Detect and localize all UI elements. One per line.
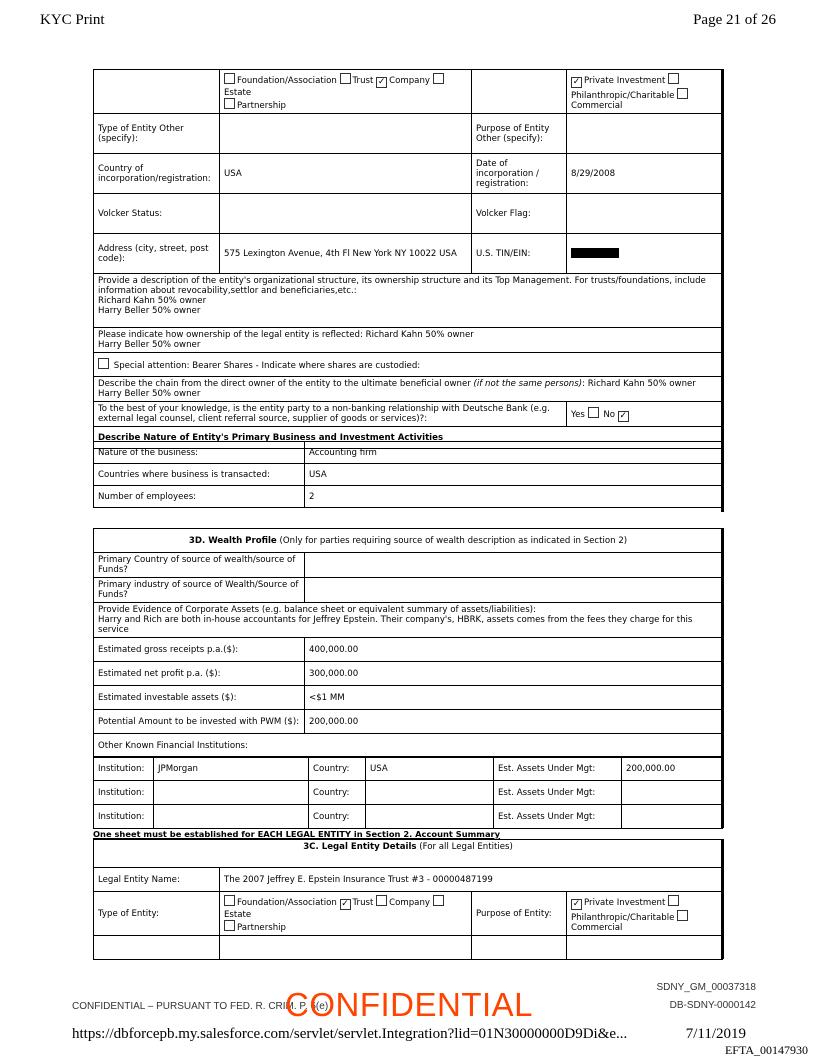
table-row: Number of employees: 2 — [94, 486, 723, 508]
checkbox-trust[interactable] — [340, 899, 351, 910]
checkbox-trust[interactable] — [340, 73, 351, 84]
entity-type-row — [94, 70, 723, 114]
legal-entity-table — [93, 839, 723, 960]
page-number: Page 21 of 26 — [693, 12, 776, 28]
address-value: 575 Lexington Avenue, 4th Fl New York NY 10022 USA — [220, 234, 472, 274]
primary-industry-value — [305, 578, 723, 603]
checkbox-private-investment-extra[interactable] — [668, 73, 679, 84]
table-row: Estimated gross receipts p.a.($): 400,000.00 — [94, 638, 723, 662]
checkbox-partnership[interactable] — [224, 98, 235, 109]
table-row: Institution: Country: Est. Assets Under Mgt: — [94, 781, 723, 805]
entity-purpose-options: ✓Private Investment Philanthropic/Charitable Commercial — [567, 70, 723, 114]
checkbox-foundation[interactable] — [224, 73, 235, 84]
confidential-stamp: CONFIDENTIAL — [285, 986, 534, 1023]
redaction-box — [571, 248, 619, 258]
legal-entity-title: 3C. Legal Entity Details (For all Legal Entities) — [94, 840, 723, 868]
wealth-profile-table — [93, 528, 723, 758]
checkbox-no[interactable] — [618, 411, 629, 422]
nature-heading: Describe Nature of Entity's Primary Business and Investment Activities — [94, 427, 723, 449]
checkbox-yes[interactable] — [588, 407, 599, 418]
nonbank-prompt: To the best of your knowledge, is the entity party to a non-banking relationship with Deutsche Bank (e.g. external legal counsel, client referral source, supplier of goods or services)?: — [94, 402, 567, 427]
source-url: https://dbforcepb.my.salesforce.com/servlet/servlet.Integration?lid=01N30000000D9Di&e... — [72, 1026, 628, 1042]
checkbox-foundation[interactable] — [224, 895, 235, 906]
checkbox-private-investment[interactable] — [571, 899, 582, 910]
legal-purpose-label: Purpose of Entity: — [472, 892, 567, 936]
legal-type-label: Type of Entity: — [94, 892, 220, 936]
volcker-status-label: Volcker Status: — [94, 194, 220, 234]
country-label: Country of incorporation/registration: — [94, 154, 220, 194]
legal-purpose-options: ✓Private Investment Philanthropic/Charitable Commercial — [567, 892, 723, 936]
institutions-table — [93, 756, 723, 829]
ownership-chain: Describe the chain from the direct owner of the entity to the ultimate beneficial owner (if not the same persons): Richard Kahn 50% owner Harry Beller 50% owner — [94, 377, 723, 402]
corporate-assets-evidence: Provide Evidence of Corporate Assets (e.g. balance sheet or equivalent summary of assets/liabilities): Harry and Rich are both in-house accountants for Jeffrey Epstein. Their company's, HBRK, assets comes from the fees they charge for this service — [94, 603, 723, 638]
bates-number-2: DB-SDNY-0000142 — [669, 1000, 756, 1011]
table-row: Potential Amount to be invested with PWM ($): 200,000.00 — [94, 710, 723, 734]
nonbank-answer: Yes No ✓ — [567, 402, 723, 427]
entity-details-table — [93, 69, 723, 449]
checkbox-private-investment[interactable] — [571, 77, 582, 88]
nature-table — [93, 441, 723, 508]
country-value: USA — [220, 154, 472, 194]
checkbox-philanthropic[interactable] — [677, 88, 688, 99]
primary-country-label: Primary Country of source of wealth/source of Funds? — [94, 553, 305, 578]
table-row: Institution: JPMorgan Country: USA Est. Assets Under Mgt: 200,000.00 — [94, 757, 723, 781]
checkbox-company[interactable] — [376, 77, 387, 88]
date-label: Date of incorporation / registration: — [472, 154, 567, 194]
confidential-notice: CONFIDENTIAL – PURSUANT TO FED. R. CRIM. P. 6(e) — [72, 1001, 329, 1012]
checkbox-private-investment-extra[interactable] — [668, 895, 679, 906]
date-value: 8/29/2008 — [567, 154, 723, 194]
print-date: 7/11/2019 — [685, 1026, 746, 1042]
entity-type-options: Foundation/Association Trust ✓ Company Estate Partnership — [220, 70, 472, 114]
type-other-value[interactable] — [220, 114, 472, 154]
tin-value — [567, 234, 723, 274]
wealth-profile-title: 3D. Wealth Profile (Only for parties requiring source of wealth description as indicated in Section 2) — [94, 529, 723, 553]
efta-number: EFTA_00147930 — [724, 1043, 808, 1057]
legal-entity-name-value: The 2007 Jeffrey E. Epstein Insurance Trust #3 - 00000487199 — [220, 868, 723, 892]
legal-type-options: Foundation/Association ✓ Trust Company Estate Partnership — [220, 892, 472, 936]
checkbox-philanthropic[interactable] — [677, 910, 688, 921]
right-border-bar — [721, 69, 724, 512]
ownership-description: Please indicate how ownership of the legal entity is reflected: Richard Kahn 50% owner Harry Beller 50% owner — [94, 328, 723, 353]
checkbox-estate[interactable] — [433, 73, 444, 84]
purpose-other-value[interactable] — [567, 114, 723, 154]
volcker-status-value — [220, 194, 472, 234]
tin-label: U.S. TIN/EIN: — [472, 234, 567, 274]
print-title: KYC Print — [40, 12, 105, 28]
primary-country-value — [305, 553, 723, 578]
address-label: Address (city, street, post code): — [94, 234, 220, 274]
legal-entity-note: One sheet must be established for EACH LEGAL ENTITY in Section 2. Account Summary — [93, 829, 501, 839]
table-row: Institution: Country: Est. Assets Under Mgt: — [94, 805, 723, 829]
bearer-shares-row: Special attention: Bearer Shares - Indicate where shares are custodied: — [94, 353, 723, 377]
bates-number-1: SDNY_GM_00037318 — [656, 982, 756, 993]
structure-description: Provide a description of the entity's organizational structure, its ownership structure and its Top Management. For trusts/foundations, include information about revocability,settlor and beneficiaries,etc.: Richard Kahn 50% owner Harry Beller 50% owner — [94, 274, 723, 328]
checkbox-company[interactable] — [376, 895, 387, 906]
checkbox-partnership[interactable] — [224, 920, 235, 931]
checkbox-bearer-shares[interactable] — [98, 358, 109, 369]
table-row: Estimated net profit p.a. ($): 300,000.00 — [94, 662, 723, 686]
checkbox-estate[interactable] — [433, 895, 444, 906]
table-row: Estimated investable assets ($): <$1 MM — [94, 686, 723, 710]
legal-entity-name-label: Legal Entity Name: — [94, 868, 220, 892]
volcker-flag-value — [567, 194, 723, 234]
table-row: Nature of the business: Accounting firm — [94, 442, 723, 464]
right-border-bar — [721, 528, 724, 828]
right-border-bar — [721, 839, 724, 959]
type-other-label: Type of Entity Other (specify): — [94, 114, 220, 154]
volcker-flag-label: Volcker Flag: — [472, 194, 567, 234]
primary-industry-label: Primary industry of source of Wealth/Source of Funds? — [94, 578, 305, 603]
table-row: Countries where business is transacted: USA — [94, 464, 723, 486]
purpose-other-label: Purpose of Entity Other (specify): — [472, 114, 567, 154]
other-fi-label: Other Known Financial Institutions: — [94, 734, 723, 758]
